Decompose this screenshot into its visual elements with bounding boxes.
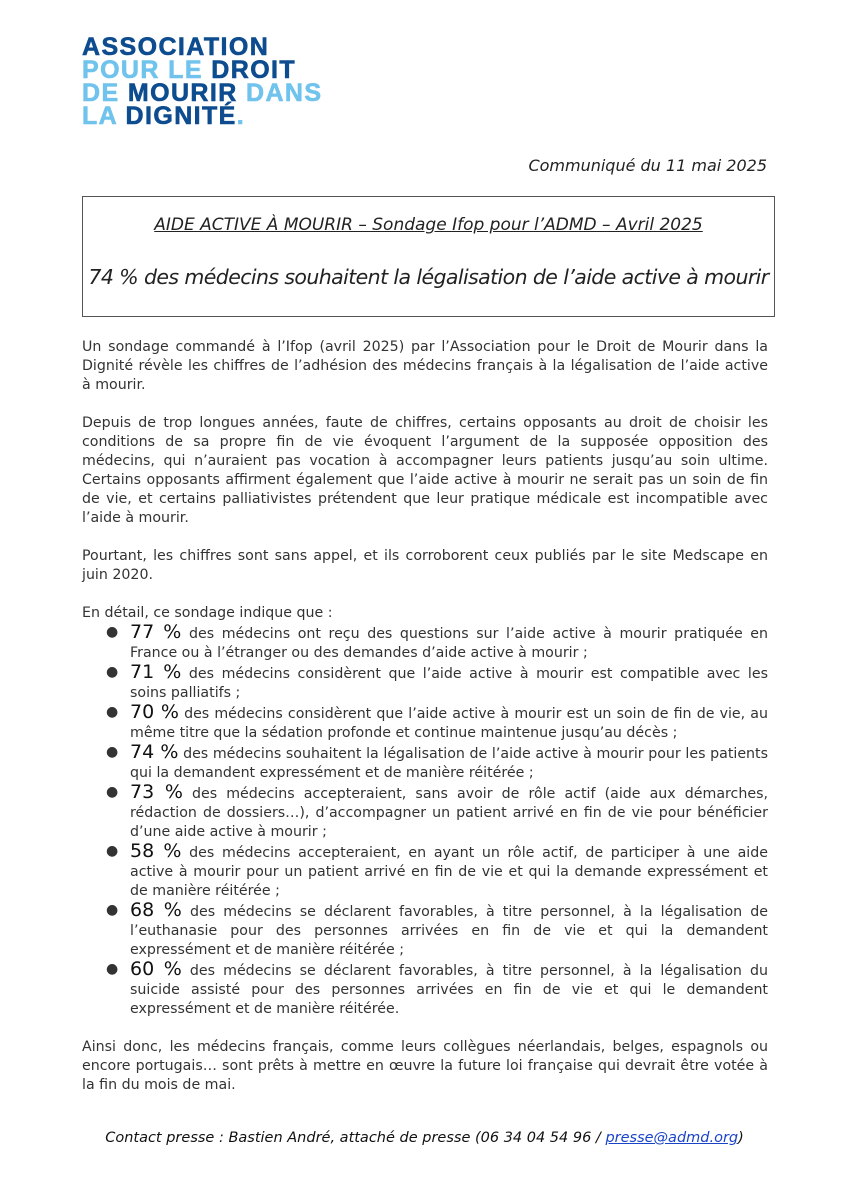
finding-text: des médecins considèrent que l’aide active à mourir est un soin de fin de vie, au même titre que la sédation profonde et continue maintenue jusqu’au décès ; bbox=[130, 706, 768, 741]
finding-text: des médecins considèrent que l’aide active à mourir est compatible avec les soins palliatifs ; bbox=[130, 666, 768, 701]
paragraph-detail-lead: En détail, ce sondage indique que : bbox=[82, 605, 333, 621]
logo-word: DANS bbox=[246, 79, 323, 107]
bullet-icon: ● bbox=[106, 704, 119, 720]
logo-line-4 bbox=[82, 102, 314, 130]
logo-word: DE bbox=[82, 79, 128, 107]
logo-word: MOURIR bbox=[127, 79, 247, 107]
list-item bbox=[106, 840, 768, 901]
finding-text: des médecins se déclarent favorables, à titre personnel, à la légalisation du suicide assisté pour des personnes arrivées en fin de vie et qui le demandent expressément et de manière réitérée. bbox=[130, 963, 768, 1017]
bullet-icon: ● bbox=[106, 843, 119, 859]
body-content bbox=[82, 338, 768, 1114]
paragraph-intro: Un sondage commandé à l’Ifop (avril 2025) par l’Association pour le Droit de Mourir dans la Dignité révèle les chiffres de l’adhésion des médecins français à la légalisation de l’aide active à mourir. bbox=[82, 339, 768, 393]
bullet-icon: ● bbox=[106, 902, 119, 918]
bullet-icon: ● bbox=[106, 624, 119, 640]
contact-suffix: ) bbox=[738, 1130, 744, 1146]
percentage: 71 % bbox=[130, 661, 182, 683]
percentage: 68 % bbox=[130, 899, 182, 921]
admd-logo bbox=[82, 33, 323, 130]
list-item bbox=[106, 741, 768, 783]
paragraph-medscape: Pourtant, les chiffres sont sans appel, et ils corroborent ceux publiés par le site Medscape en juin 2020. bbox=[82, 548, 768, 583]
title-heading: AIDE ACTIVE À MOURIR – Sondage Ifop pour l’ADMD – Avril 2025 bbox=[154, 215, 703, 235]
press-contact bbox=[0, 1130, 849, 1146]
percentage: 77 % bbox=[130, 621, 182, 643]
bullet-icon: ● bbox=[106, 784, 119, 800]
paragraph-context: Depuis de trop longues années, faute de chiffres, certains opposants au droit de choisir les conditions de sa propre fin de vie évoquent l’argument de la supposée opposition des médecins, qui n’auraient pas vocation à accompagner leurs patients jusqu’au soin ultime. Certains opposants affirment également que l’aide active à mourir ne serait pas un soin de fin de vie, et certains palliativistes prétendent que leur pratique médicale est incompatible avec l’aide à mourir. bbox=[82, 415, 768, 526]
finding-text: des médecins ont reçu des questions sur l’aide active à mourir pratiquée en France ou à l’étranger ou des demandes d’aide active à mourir ; bbox=[130, 626, 768, 661]
logo-word: POUR LE bbox=[82, 56, 212, 84]
list-item bbox=[106, 661, 768, 703]
list-item bbox=[106, 621, 768, 663]
contact-text: Contact presse : Bastien André, attaché de presse (06 34 04 54 96 / bbox=[105, 1130, 606, 1146]
bullet-icon: ● bbox=[106, 961, 119, 977]
finding-text: des médecins souhaitent la légalisation de l’aide active à mourir pour les patients qui la demandent expressément et de manière réitérée ; bbox=[130, 746, 768, 781]
percentage: 58 % bbox=[130, 840, 182, 862]
paragraph-conclusion: Ainsi donc, les médecins français, comme leurs collègues néerlandais, belges, espagnols ou encore portugais… sont prêts à mettre en œuvre la future loi française qui devrait être votée à la fin du mois de mai. bbox=[82, 1039, 768, 1093]
list-item bbox=[106, 958, 768, 1019]
list-item bbox=[106, 781, 768, 842]
title-box bbox=[82, 196, 775, 317]
percentage: 70 % bbox=[130, 701, 179, 723]
findings-list bbox=[82, 623, 768, 1019]
finding-text: des médecins se déclarent favorables, à titre personnel, à la légalisation de l’euthanasie pour des personnes arrivées en fin de vie et qui la demandent expressément et de manière réitérée ; bbox=[130, 904, 768, 958]
list-item bbox=[106, 701, 768, 743]
bullet-icon: ● bbox=[106, 744, 119, 760]
email-link[interactable]: presse@admd.org bbox=[605, 1130, 739, 1146]
percentage: 73 % bbox=[130, 781, 183, 803]
percentage: 60 % bbox=[130, 958, 182, 980]
logo-word: ASSOCIATION bbox=[82, 33, 270, 61]
logo-word: LA bbox=[82, 102, 126, 130]
finding-text: des médecins accepteraient, sans avoir de rôle actif (aide aux démarches, rédaction de dossiers…), d’accompagner un patient arrivé en fin de vie pour bénéficier d’une aide active à mourir ; bbox=[130, 786, 768, 840]
title-subheading: 74 % des médecins souhaitent la légalisation de l’aide active à mourir bbox=[88, 265, 769, 289]
press-release-date: Communiqué du 11 mai 2025 bbox=[528, 156, 767, 175]
logo-word: DIGNITÉ bbox=[125, 102, 237, 130]
bullet-icon: ● bbox=[106, 664, 119, 680]
logo-word: DROIT bbox=[211, 56, 297, 84]
list-item bbox=[106, 899, 768, 960]
finding-text: des médecins accepteraient, en ayant un rôle actif, de participer à une aide active à mourir pour un patient arrivé en fin de vie et qui la demande expressément et de manière réitérée ; bbox=[130, 845, 768, 899]
percentage: 74 % bbox=[130, 741, 179, 763]
logo-word: . bbox=[236, 102, 246, 130]
